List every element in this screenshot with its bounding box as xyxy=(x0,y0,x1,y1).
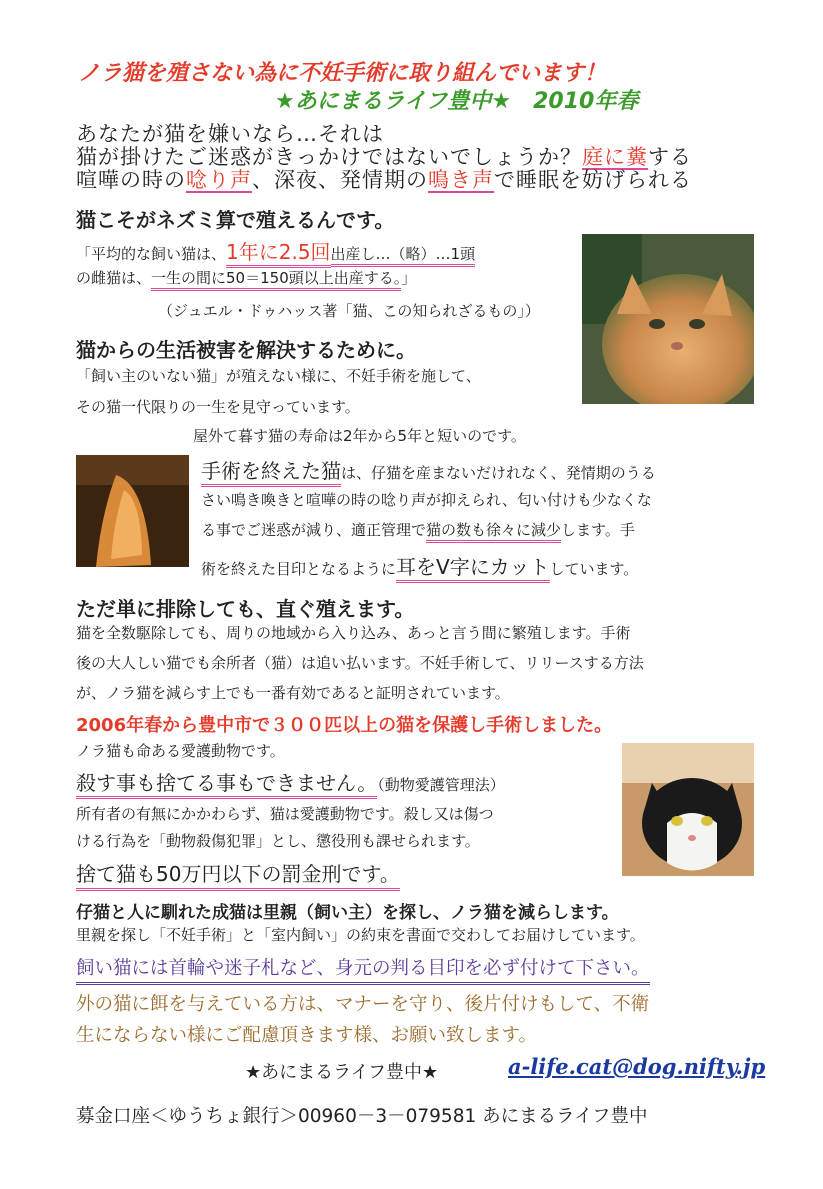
section6-line-2: 飼い猫には首輪や迷子札など、身元の判る目印を必ず付けて下さい。 xyxy=(76,954,650,985)
section2-heading: 猫からの生活被害を解決するために。 xyxy=(76,338,416,362)
section6-line-1: 里親を探し「不妊手術」と「室内飼い」の約束を書面で交わしてお届けしています。 xyxy=(76,926,645,944)
section3-l3-a: る事でご迷惑が減り、適正管理で xyxy=(201,521,427,539)
section4-line-2: 後の大人しい猫でも余所者（猫）は追い払います。不妊手術して、リリースする方法 xyxy=(76,654,644,672)
section1-q1-a: 「平均的な飼い猫は、 xyxy=(76,245,227,263)
intro-highlight-feces: 庭に糞 xyxy=(582,145,648,169)
intro-line-3 xyxy=(76,164,692,194)
section5-line-3: 所有者の有無にかかわらず、猫は愛護動物です。殺し又は傷つ xyxy=(76,805,494,823)
section5-line-5: 捨て猫も50万円以下の罰金刑です。 xyxy=(76,858,400,891)
section6-line-4: 生にならない様にご配慮頂きます様、お願い致します。 xyxy=(76,1025,538,1046)
section1-quote-line-2 xyxy=(76,267,416,288)
section3-line-1 xyxy=(201,455,656,484)
section3-l4-c: しています。 xyxy=(549,560,639,578)
section3-highlight-decrease: 猫の数も徐々に減少 xyxy=(426,521,561,543)
section5-line-2 xyxy=(76,767,505,796)
intro-line-3-e: で睡眠を妨げられる xyxy=(494,168,692,192)
page-subtitle: ★あにまるライフ豊中★ 2010年春 xyxy=(275,89,639,114)
section3-highlight-operated-cat: 手術を終えた猫 xyxy=(201,459,341,487)
section5-highlight-cannot-kill: 殺す事も捨てる事もできません。 xyxy=(76,771,377,799)
section4-heading: ただ単に排除しても、直ぐ殖えます。 xyxy=(76,597,415,621)
section2-line-1: 「飼い主のいない猫」が殖えない様に、不妊手術を施して、 xyxy=(76,367,481,385)
section3-line-2: さい鳴き喚きと喧嘩の時の唸り声が抑えられ、匂い付けも少なくな xyxy=(201,491,652,509)
section5-heading: 2006年春から豊中市で３００匹以上の猫を保護し手術しました。 xyxy=(76,715,613,736)
section1-q2-a: の雌猫は、 xyxy=(76,269,152,287)
intro-highlight-cry: 鳴き声 xyxy=(428,168,494,192)
section1-highlight-birth-rate: 1年に2.5回 xyxy=(226,240,331,268)
section1-q1-c: 出産し…（略）…1頭 xyxy=(331,245,476,267)
cat-ear-photo xyxy=(76,455,189,567)
intro-line-2-c: する xyxy=(648,145,692,169)
section1-source: （ジュエル・ドゥハッス著「猫、この知られざるもの」） xyxy=(158,302,540,320)
section4-line-3: が、ノラ猫を減らす上でも一番有効であると証明されています。 xyxy=(76,684,510,702)
page-title: ノラ猫を殖さない為に不妊手術に取り組んでいます！ xyxy=(78,61,607,86)
footer-email-link[interactable]: a-life.cat@dog.nifty.jp xyxy=(508,1054,766,1079)
section1-q2-c: 」 xyxy=(401,269,417,287)
section3-l1-b: は、仔猫を産まないだけれなく、発情期のうる xyxy=(341,464,656,482)
section3-l3-c: します。手 xyxy=(561,521,635,539)
section1-heading: 猫こそがネズミ算で殖えるんです。 xyxy=(76,208,395,232)
section5-line-1: ノラ猫も命ある愛護動物です。 xyxy=(76,742,285,760)
section1-quote-line-1 xyxy=(76,236,475,265)
section3-highlight-ear-cut: 耳をV字にカット xyxy=(396,555,549,583)
section4-line-1: 猫を全数駆除しても、周りの地域から入り込み、あっと言う間に繁殖します。手術 xyxy=(76,624,631,642)
section5-l2-b: （動物愛護管理法） xyxy=(377,776,505,794)
section3-line-3 xyxy=(201,519,635,540)
intro-line-2-a: 猫が掛けたご迷惑がきっかけではないでしょうか？ xyxy=(76,145,582,169)
section1-highlight-lifetime: 一生の間に50＝150頭以上出産する。 xyxy=(151,269,401,291)
intro-highlight-growl: 唸り声 xyxy=(186,168,252,192)
section3-l4-a: 術を終えた目印となるように xyxy=(201,560,397,578)
intro-line-3-a: 喧嘩の時の xyxy=(76,168,186,192)
section6-line-3: 外の猫に餌を与えている方は、マナーを守り、後片付けもして、不衛 xyxy=(76,994,650,1015)
section3-line-4 xyxy=(201,551,638,580)
section5-line-4: ける行為を「動物殺傷犯罪」とし、懲役刑も課せられます。 xyxy=(76,832,480,850)
section6-heading: 仔猫と人に馴れた成猫は里親（飼い主）を探し、ノラ猫を減らします。 xyxy=(76,903,619,923)
black-white-cat-photo xyxy=(622,743,754,876)
footer-account: 募金口座＜ゆうちょ銀行＞00960－3－079581 あにまるライフ豊中 xyxy=(76,1106,648,1127)
section2-line-3: 屋外て暮す猫の寿命は2年から5年と短いのです。 xyxy=(193,427,526,445)
intro-line-1: あなたが猫を嫌いなら…それは xyxy=(76,122,384,146)
footer-org: ★あにまるライフ豊中★ xyxy=(245,1062,439,1083)
intro-line-3-c: 、深夜、発情期の xyxy=(252,168,428,192)
section2-line-2: その猫一代限りの一生を見守っています。 xyxy=(76,398,360,416)
orange-cat-photo xyxy=(582,234,754,404)
